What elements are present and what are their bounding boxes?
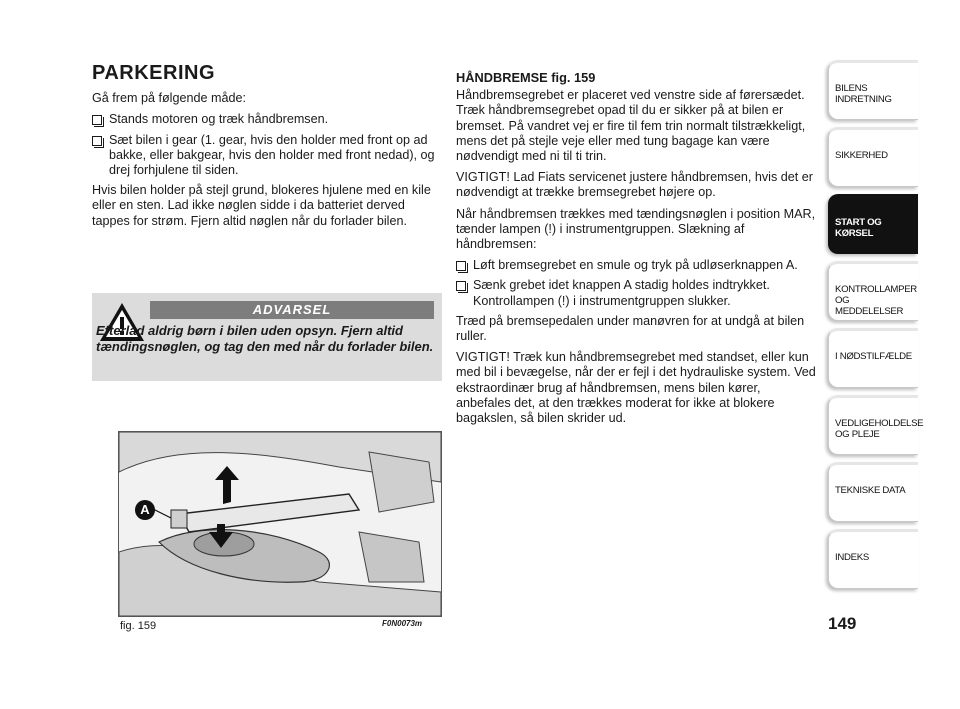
page-number: 149 [828, 614, 857, 633]
body-paragraph: Når håndbremsen trækkes med tændingsnøglen i position MAR, tænder lampen (!) i instrumentgruppen. Slækning af håndbremsen: [456, 206, 816, 252]
tab-sikkerhed[interactable]: SIKKERHED [828, 127, 918, 187]
checkbox-bullet-icon [92, 136, 102, 146]
list-item: Løft bremsegrebet en smule og tryk på udløserknappen A. [456, 258, 816, 273]
body-paragraph: Håndbremsegrebet er placeret ved venstre side af førersædet. Træk håndbremsegrebet opad til du er sikker på at bilen er bremset. På vandret vej er fire til fem trin normalt tilstrækkeligt, mens det på stejle veje eller med tung bagage kan være nødvendigt med ni til ti trin. [456, 88, 806, 164]
handbrake-heading: HÅNDBREMSE fig. 159 [456, 70, 596, 85]
warning-box [92, 293, 442, 381]
chapter-tabs [828, 60, 924, 596]
tab-kontrollamper[interactable]: KONTROLLAMPER OG MEDDELELSER [828, 261, 918, 321]
warning-heading: ADVARSEL [150, 301, 434, 319]
handbrake-illustration [118, 431, 442, 617]
right-column [456, 70, 816, 432]
handbrake-drawing [119, 432, 441, 616]
figure-caption: fig. 159 [120, 620, 157, 632]
checkbox-bullet-icon [456, 261, 466, 271]
callout-a: A [135, 500, 155, 520]
list-item: Sæt bilen i gear (1. gear, hvis den holder med front op ad bakke, eller bakgear, hvis den holder med front nedad), og drej forhjulene til siden. [92, 133, 440, 179]
tab-tekniske-data[interactable]: TEKNISKE DATA [828, 462, 918, 522]
warning-text: Efterlad aldrig børn i bilen uden opsyn. Fjern altid tændingsnøglen, og tag den med når du forlader bilen. [96, 323, 434, 354]
checkbox-bullet-icon [456, 281, 466, 291]
tab-vedligeholdelse[interactable]: VEDLIGEHOLDELSE OG PLEJE [828, 395, 918, 455]
tab-start-og-korsel[interactable]: START OG KØRSEL [828, 194, 918, 254]
body-paragraph: VIGTIGT! Lad Fiats servicenet justere håndbremsen, hvis det er nødvendigt at trække bremsegrebet højere op. [456, 170, 813, 200]
tab-indeks[interactable]: INDEKS [828, 529, 918, 589]
body-paragraph: Træd på bremsepedalen under manøvren for at undgå at bilen ruller. [456, 313, 805, 344]
checkbox-bullet-icon [92, 115, 102, 125]
body-paragraph: Hvis bilen holder på stejl grund, blokeres hjulene med en kile eller en sten. Lad ikke nøglen sidde i da batteriet derved tappes for strøm. Fjern altid nøglen når du forlader bilen. [92, 183, 431, 228]
figure-code: F0N0073m [382, 619, 423, 628]
body-paragraph: VIGTIGT! Træk kun håndbremsegrebet med standset, eller kun med bil i bevægelse, når der er fejl i det hydrauliske system. Ved ekstraordinær brug af håndbremsen, mens bilen kører, anbefales det, at den trækkes moderat for ikke at blokere bagakslen, så bilen skrider ud. [456, 350, 816, 426]
tab-i-nodstilfaelde[interactable]: I NØDSTILFÆLDE [828, 328, 918, 388]
list-item: Sænk grebet idet knappen A stadig holdes indtrykket. Kontrollampen (!) i instrumentgruppen slukker. [456, 278, 816, 308]
list-item: Stands motoren og træk håndbremsen. [92, 112, 440, 127]
tab-bilens-indretning[interactable]: BILENS INDRETNING [828, 60, 918, 120]
left-column [92, 62, 440, 235]
intro-text: Gå frem på følgende måde: [92, 91, 247, 106]
section-title: PARKERING [92, 62, 216, 84]
